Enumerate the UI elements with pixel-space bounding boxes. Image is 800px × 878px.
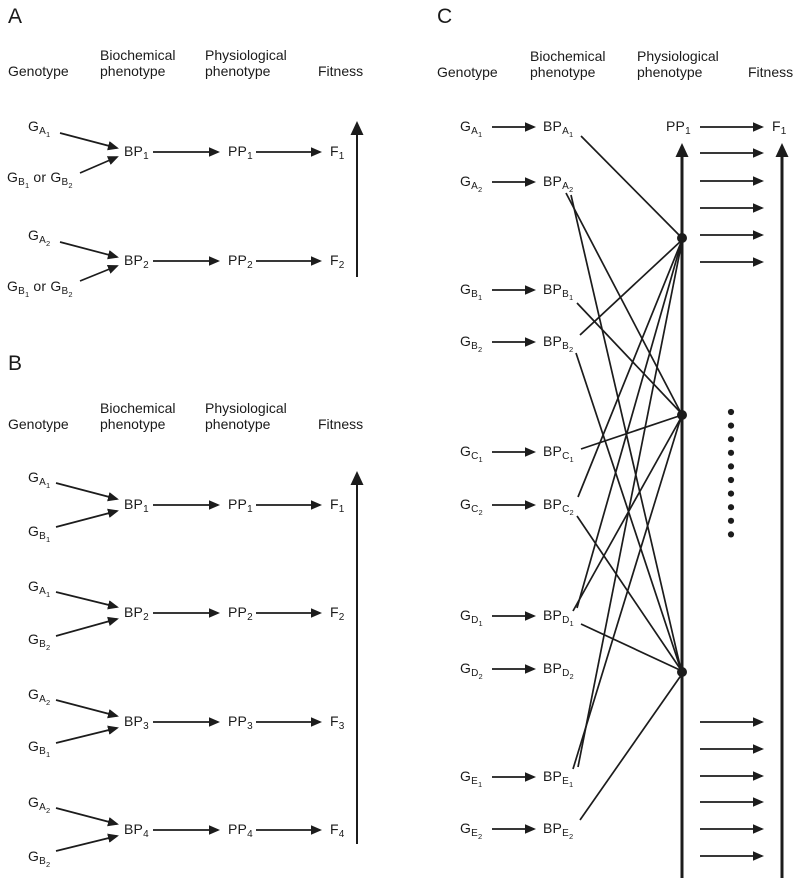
node-label-c-bpd1 [543,607,574,626]
header-b-biochemical-phenotype [100,400,175,432]
label-subscript: 2 [568,185,574,194]
node-label-c-bpb2 [543,333,573,352]
node-label-a-pp2 [228,252,253,271]
label-base-text: BP [543,443,563,459]
node-label-c-bpa1 [543,118,573,137]
node-label-c-bpa2 [543,173,573,192]
header-line: Physiological [637,48,719,64]
label-subscript: E [562,828,569,839]
ellipsis-dot [728,409,734,415]
label-subscript: 3 [247,721,253,732]
node-label-b-gb1-1 [28,523,50,542]
header-line: Genotype [437,64,498,80]
label-subscript: 1 [477,130,483,139]
label-subscript: A [39,802,46,813]
header-line: phenotype [205,63,271,79]
label-base-text: BP [124,821,144,837]
label-base-text: G [7,278,19,294]
node-label-b-f2 [330,604,345,623]
label-base-text: G [28,227,40,243]
label-subscript: 2 [569,672,574,681]
label-subscript: 2 [143,612,149,623]
header-a-genotype [8,63,69,79]
node-label-c-gd1 [460,607,483,626]
label-subscript: 1 [24,181,30,190]
label-base-text: F [330,143,339,159]
label-base-text: BP [543,281,563,297]
label-base-text: G [28,848,40,864]
label-subscript: 2 [247,612,253,623]
node-label-b-bp1 [124,496,149,515]
label-base-text: BP [124,496,144,512]
label-base-text: G [28,469,40,485]
ellipsis-dot [728,477,734,483]
label-base-text: F [772,118,781,134]
node-label-c-ge2 [460,820,482,839]
label-base-text: PP [228,821,248,837]
label-base-text: G [460,118,472,134]
node-label-b-f4 [330,821,345,840]
label-subscript: 1 [478,455,483,464]
label-subscript: 1 [338,151,345,162]
label-base-text: F [330,821,339,837]
mesh-line [581,624,682,671]
label-base-text: PP [228,713,248,729]
label-base-text: G [7,169,19,185]
label-base-text: F [330,252,339,268]
label-base-text: G [460,333,472,349]
label-subscript: 2 [477,832,483,841]
label-subscript: B [39,639,46,650]
node-label-c-bpd2 [543,660,574,679]
label-base-text: BP [543,496,563,512]
label-base-text: BP [124,604,144,620]
flow-arrow [56,728,117,743]
header-c-physiological-phenotype [637,48,719,80]
label-subscript: C [562,504,570,515]
label-subscript: 4 [338,829,345,840]
label-base-text: G [460,660,472,676]
label-subscript: 1 [24,290,30,299]
node-label-a-f2 [330,252,345,271]
node-label-c-f1 [772,118,787,137]
node-label-a-gb1-or-gb2-bottom [7,278,73,297]
flow-arrow [80,157,117,173]
label-subscript: 1 [477,780,483,789]
node-label-a-ga1 [28,118,50,137]
label-subscript: B [61,286,69,297]
label-subscript: D [471,615,479,626]
ellipsis-dot [728,423,734,429]
label-subscript: 1 [568,130,574,139]
header-line: Fitness [318,63,364,79]
label-base-text: F [330,604,339,620]
header-line: phenotype [100,416,166,432]
node-label-c-gc2 [460,496,483,515]
node-label-c-gb1 [460,281,482,300]
flow-arrow [60,133,117,148]
header-a-physiological-phenotype [205,47,287,79]
label-subscript: 1 [143,504,149,515]
header-line: phenotype [530,64,596,80]
flow-arrow [56,808,117,824]
label-subscript: 1 [569,455,574,464]
label-base-text: BP [543,118,563,134]
label-subscript: 2 [45,239,51,248]
label-base-text: PP [228,252,248,268]
panel-label-a: A [8,5,23,28]
node-label-a-f1 [330,143,345,162]
label-subscript: C [562,451,570,462]
label-base-text: BP [543,820,563,836]
label-subscript: B [39,856,46,867]
label-subscript: 1 [45,750,51,759]
label-base-text: G [460,607,472,623]
label-subscript: D [562,615,570,626]
ellipsis-dot [728,491,734,497]
node-label-b-ga2-1 [28,686,50,705]
label-base-text: G [28,738,40,754]
label-base-text: G [460,768,472,784]
ellipsis-dot [728,463,734,469]
label-subscript: 1 [338,504,345,515]
label-subscript: 2 [247,260,253,271]
node-label-b-ga1-1 [28,469,50,488]
label-subscript: 2 [143,260,149,271]
header-c-genotype [437,64,498,80]
pp-node-dot [677,410,687,420]
header-line: Genotype [8,416,69,432]
header-line: Biochemical [100,400,176,416]
ellipsis-dot [728,531,734,537]
label-base-text: F [330,713,339,729]
label-subscript: 2 [338,612,345,623]
flow-arrow [80,266,117,281]
label-base-text: PP [228,143,248,159]
flow-arrow [56,836,117,851]
label-base-text: BP [543,173,563,189]
mesh-line [577,240,682,608]
flow-arrow [56,700,117,716]
node-label-c-ge1 [460,768,482,787]
header-a-biochemical-phenotype [100,47,175,79]
label-subscript: 2 [45,698,51,707]
label-subscript: C [471,451,479,462]
label-base-text: BP [124,713,144,729]
label-base-text: BP [124,143,144,159]
label-subscript: 1 [685,126,691,137]
label-subscript: 2 [478,508,483,517]
label-subscript: 4 [143,829,149,840]
label-subscript: 1 [780,126,787,137]
label-base-text: G [28,118,40,134]
label-subscript: 2 [569,508,574,517]
label-subscript: 1 [477,293,483,302]
node-label-c-bpb1 [543,281,573,300]
label-base-text: F [330,496,339,512]
node-label-b-pp2 [228,604,253,623]
label-subscript: 1 [45,535,51,544]
label-subscript: 1 [247,151,253,162]
header-c-fitness [748,64,793,80]
node-label-c-ga2 [460,173,482,192]
label-base-text: G [28,578,40,594]
label-subscript: B [18,286,25,297]
node-label-a-gb1-or-gb2-top [7,169,73,188]
label-base-text: G [50,169,62,185]
node-label-b-bp2 [124,604,149,623]
header-line: phenotype [205,416,271,432]
header-line: Fitness [748,64,794,80]
label-base-text: BP [543,607,563,623]
flow-arrow [60,242,117,257]
ellipsis-dot [728,518,734,524]
label-subscript: 2 [338,260,345,271]
label-subscript: A [39,694,46,705]
pp-node-dot [677,233,687,243]
label-base-text: BP [543,333,563,349]
panel-label-c: C [437,5,453,28]
label-subscript: 1 [568,293,574,302]
label-base-text: G [460,173,472,189]
label-base-text: BP [124,252,144,268]
label-subscript: 2 [568,832,574,841]
header-b-physiological-phenotype [205,400,287,432]
node-label-a-ga2 [28,227,50,246]
label-base-text: G [460,443,472,459]
label-base-text: PP [228,496,248,512]
label-subscript: 1 [143,151,149,162]
label-subscript: A [471,126,478,137]
label-base-text: G [28,686,40,702]
flow-arrow [56,511,117,527]
label-subscript: A [562,126,569,137]
label-subscript: A [39,235,46,246]
ellipsis-dot [728,436,734,442]
label-subscript: 1 [45,481,51,490]
label-subscript: B [18,177,25,188]
label-subscript: 1 [568,780,574,789]
label-subscript: A [562,181,569,192]
node-label-b-bp4 [124,821,149,840]
flow-arrow [56,483,117,499]
node-label-b-pp1 [228,496,253,515]
flow-arrow [56,619,117,636]
label-subscript: 2 [477,185,483,194]
label-base-text: BP [543,660,563,676]
label-subscript: D [562,668,570,679]
flow-arrow [56,592,117,607]
pp-node-dot [677,667,687,677]
label-subscript: C [471,504,479,515]
header-b-fitness [318,416,363,432]
node-label-c-gd2 [460,660,483,679]
label-base-text: G [28,794,40,810]
label-subscript: 2 [45,643,51,652]
label-subscript: E [471,776,478,787]
label-subscript: A [39,477,46,488]
node-label-b-ga1-2 [28,578,50,597]
node-label-b-gb2-2 [28,848,50,867]
label-subscript: 2 [68,290,73,299]
header-line: Genotype [8,63,69,79]
header-a-fitness [318,63,363,79]
label-subscript: A [39,126,46,137]
label-subscript: 1 [569,619,574,628]
node-label-c-bpc2 [543,496,574,515]
label-subscript: B [471,289,478,300]
label-subscript: 1 [478,619,483,628]
header-line: Physiological [205,400,287,416]
label-subscript: 2 [478,672,483,681]
panel-label-b: B [8,352,23,375]
label-base-text: or [29,169,51,185]
label-subscript: 1 [45,590,51,599]
label-subscript: D [471,668,479,679]
label-base-text: or [29,278,51,294]
header-line: phenotype [637,64,703,80]
label-subscript: E [562,776,569,787]
label-subscript: 3 [143,721,149,732]
label-subscript: A [471,181,478,192]
node-label-b-f1 [330,496,345,515]
label-base-text: G [460,281,472,297]
node-label-b-pp4 [228,821,253,840]
node-label-b-pp3 [228,713,253,732]
label-base-text: G [460,820,472,836]
node-label-b-gb1-2 [28,738,50,757]
header-line: Fitness [318,416,364,432]
node-label-a-bp1 [124,143,149,162]
label-subscript: 1 [45,130,51,139]
label-base-text: G [28,631,40,647]
label-subscript: 2 [477,345,483,354]
label-base-text: BP [543,768,563,784]
mesh-line [578,240,682,497]
label-subscript: 2 [568,345,574,354]
node-label-c-ga1 [460,118,482,137]
label-subscript: 2 [45,806,51,815]
label-subscript: 2 [45,860,51,869]
header-b-genotype [8,416,69,432]
label-base-text: PP [666,118,686,134]
label-subscript: B [61,177,69,188]
label-base-text: G [460,496,472,512]
ellipsis-dot [728,450,734,456]
label-subscript: B [562,289,569,300]
label-base-text: G [50,278,62,294]
header-c-biochemical-phenotype [530,48,605,80]
label-subscript: B [562,341,569,352]
label-subscript: 1 [247,504,253,515]
node-label-c-pp1 [666,118,691,137]
label-subscript: A [39,586,46,597]
header-line: phenotype [100,63,166,79]
label-subscript: 4 [247,829,253,840]
label-subscript: E [471,828,478,839]
header-line: Biochemical [530,48,606,64]
node-label-a-bp2 [124,252,149,271]
node-label-b-gb2-1 [28,631,50,650]
node-label-b-f3 [330,713,345,732]
node-label-b-ga2-2 [28,794,50,813]
header-line: Physiological [205,47,287,63]
node-label-c-bpe2 [543,820,573,839]
header-line: Biochemical [100,47,176,63]
label-subscript: B [39,531,46,542]
node-label-c-bpe1 [543,768,573,787]
label-subscript: B [39,746,46,757]
node-label-c-bpc1 [543,443,574,462]
label-subscript: B [471,341,478,352]
node-label-c-gb2 [460,333,482,352]
node-label-a-pp1 [228,143,253,162]
label-subscript: 3 [338,721,345,732]
label-subscript: 2 [68,181,73,190]
node-label-b-bp3 [124,713,149,732]
node-label-c-gc1 [460,443,483,462]
mesh-line [581,136,682,238]
label-base-text: PP [228,604,248,620]
ellipsis-dot [728,504,734,510]
label-base-text: G [28,523,40,539]
